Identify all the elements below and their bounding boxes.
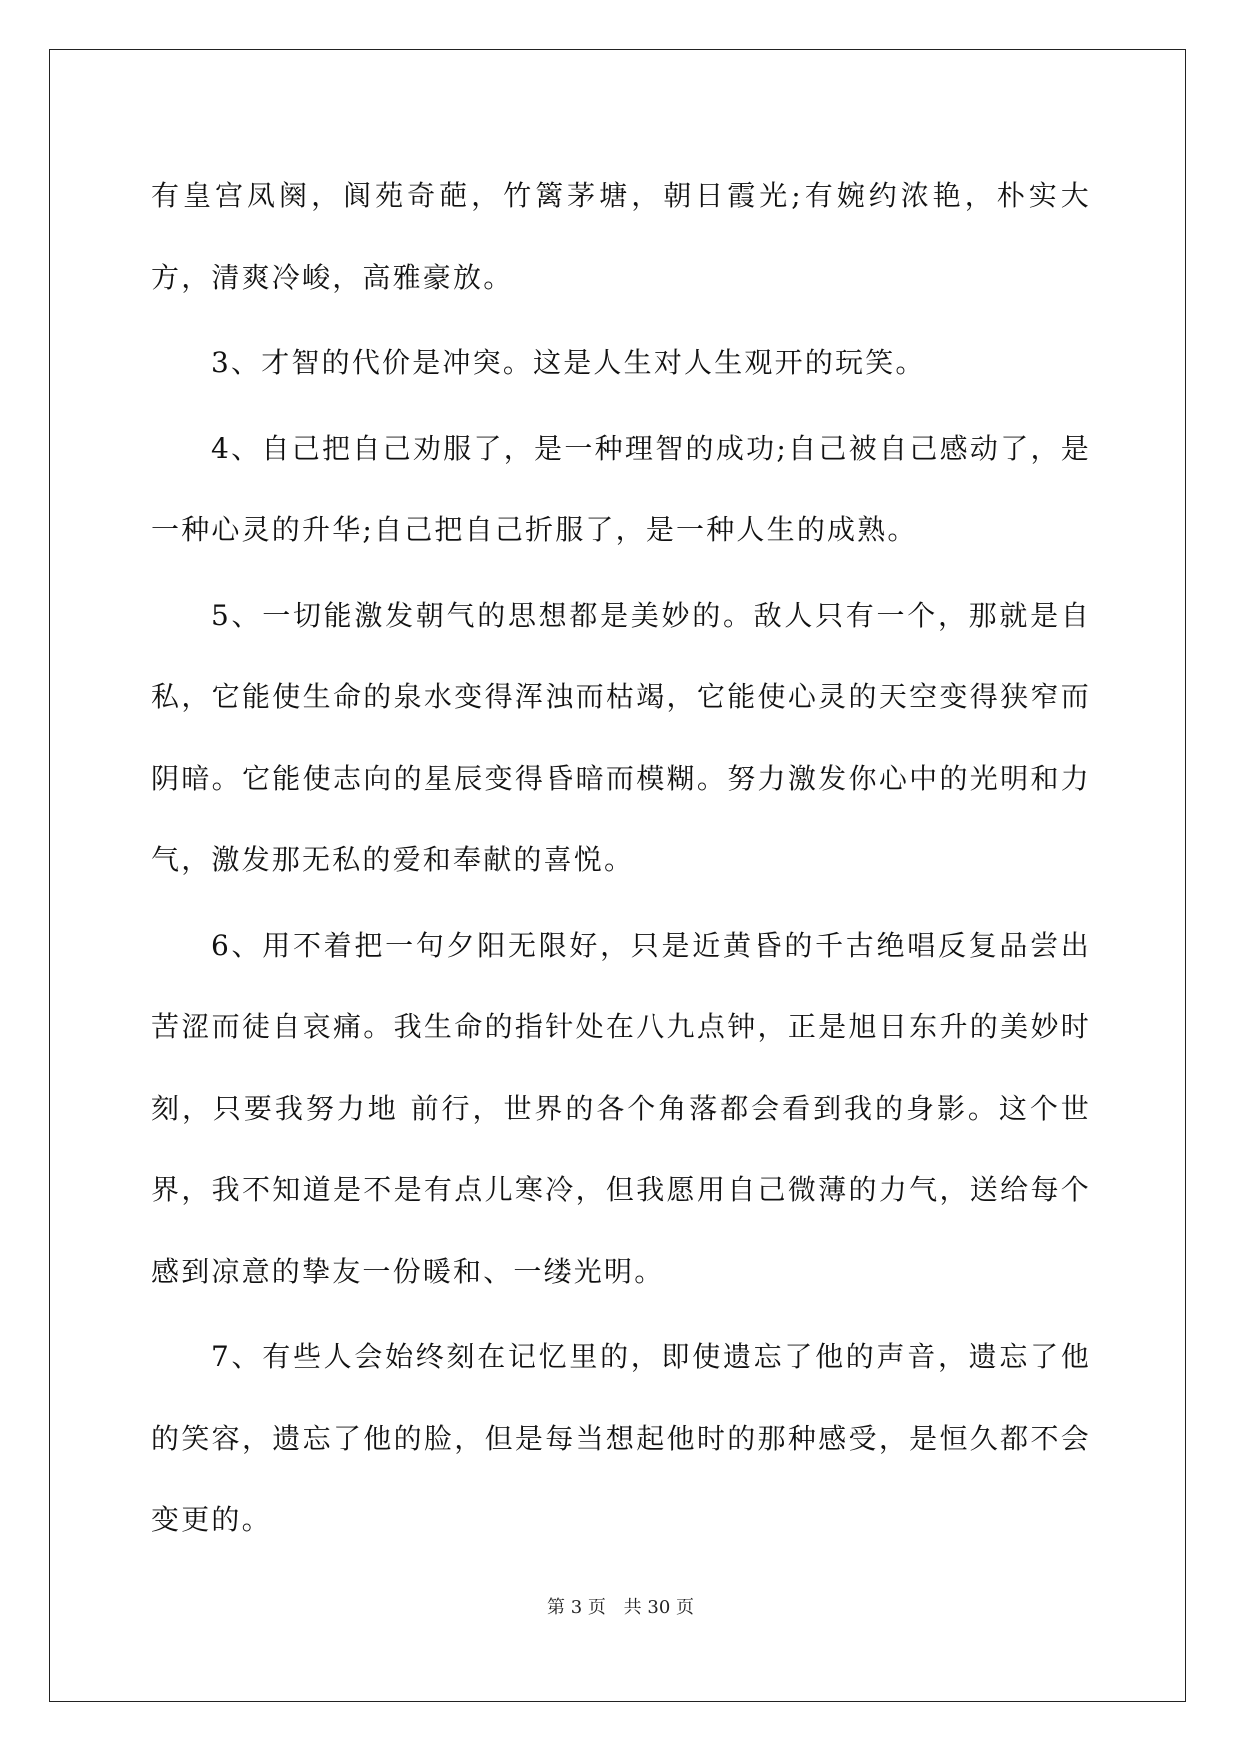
paragraph-continuation: 有皇宫凤阕，阆苑奇葩，竹篱茅塘，朝日霞光;有婉约浓艳，朴实大方，清爽冷峻，高雅豪放。: [151, 179, 1091, 294]
page-number: 第 3 页: [547, 1597, 606, 1618]
paragraph-item-6: 6、用不着把一句夕阳无限好，只是近黄昏的千古绝唱反复品尝出苦涩而徒自哀痛。我生命的指针处在八九点钟，正是旭日东升的美妙时刻，只要我努力地 前行，世界的各个角落都会看到我的身影。这个世界，我不知道是不是有点儿寒冷，但我愿用自己微薄的力气，送给每个感到凉意的挚友一份暖和、一缕光明。: [151, 928, 1091, 1288]
paragraph-item-4: 4、自己把自己劝服了，是一种理智的成功;自己被自己感动了，是一种心灵的升华;自己把自己折服了，是一种人生的成熟。: [151, 431, 1091, 546]
paragraph-item-3: 3、才智的代价是冲突。这是人生对人生观开的玩笑。: [211, 346, 926, 379]
page-footer: [0, 1593, 1241, 1619]
page-total: 共 30 页: [623, 1597, 694, 1618]
document-body: [151, 155, 1091, 1565]
paragraph-item-7: 7、有些人会始终刻在记忆里的，即使遗忘了他的声音，遗忘了他的笑容，遗忘了他的脸，但是每当想起他时的那种感受，是恒久都不会变更的。: [151, 1340, 1091, 1536]
paragraph-item-5: 5、一切能激发朝气的思想都是美妙的。敌人只有一个，那就是自私，它能使生命的泉水变得浑浊而枯竭，它能使心灵的天空变得狭窄而阴暗。它能使志向的星辰变得昏暗而模糊。努力激发你心中的光明和力气，激发那无私的爱和奉献的喜悦。: [151, 598, 1091, 876]
